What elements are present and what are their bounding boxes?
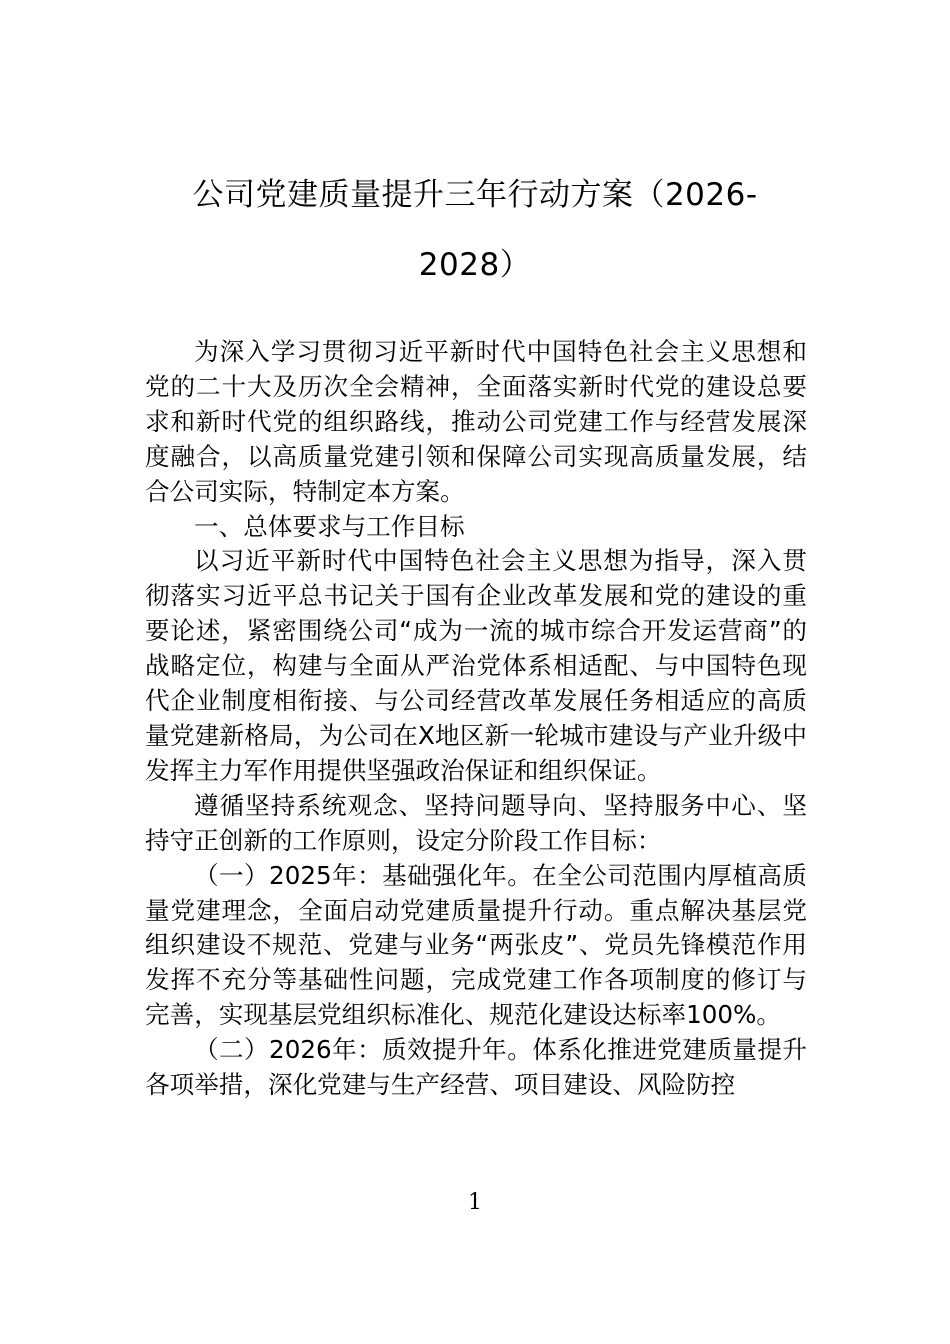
goal-2026-paragraph: （二）2026年：质效提升年。体系化推进党建质量提升各项举措，深化党建与生产经营、项目建设、风险防控 xyxy=(145,1035,807,1100)
document-title-line-2: 2028） xyxy=(418,247,532,283)
document-body xyxy=(145,335,807,1103)
intro-paragraph: 为深入学习贯彻习近平新时代中国特色社会主义思想和党的二十大及历次全会精神，全面落实新时代党的建设总要求和新时代党的组织路线，推动公司党建工作与经营发展深度融合，以高质量党建引领和保障公司实现高质量发展，结合公司实际，特制定本方案。 xyxy=(145,337,807,506)
document-title-line-1: 公司党建质量提升三年行动方案（2026- xyxy=(192,177,758,213)
page-number: 1 xyxy=(468,1190,482,1215)
goal-2025-paragraph: （一）2025年：基础强化年。在全公司范围内厚植高质量党建理念，全面启动党建质量提升行动。重点解决基层党组织建设不规范、党建与业务“两张皮”、党员先锋模范作用发挥不充分等基础性问题，完成党建工作各项制度的修订与完善，实现基层党组织标准化、规范化建设达标率100%。 xyxy=(145,860,807,1030)
guiding-ideology-paragraph: 以习近平新时代中国特色社会主义思想为指导，深入贯彻落实习近平总书记关于国有企业改革发展和党的建设的重要论述，紧密围绕公司“成为一流的城市综合开发运营商”的战略定位，构建与全面从严治党体系相适配、与中国特色现代企业制度相衔接、与公司经营改革发展任务相适应的高质量党建新格局，为公司在X地区新一轮城市建设与产业升级中发挥主力军作用提供坚强政治保证和组织保证。 xyxy=(145,546,807,785)
section-heading-1: 一、总体要求与工作目标 xyxy=(194,511,465,541)
principles-paragraph: 遵循坚持系统观念、坚持问题导向、坚持服务中心、坚持守正创新的工作原则，设定分阶段工作目标： xyxy=(145,790,807,855)
